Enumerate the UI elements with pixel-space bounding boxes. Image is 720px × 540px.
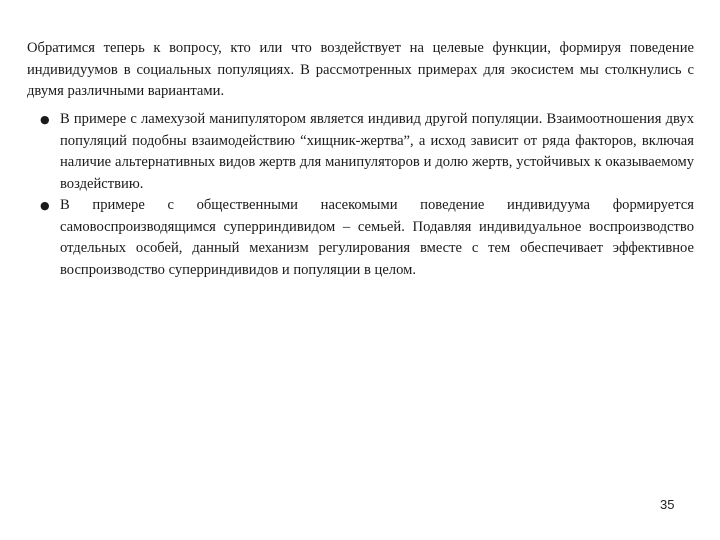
bullet-dot-icon: ● [40, 113, 50, 126]
bullet-list [40, 109, 694, 281]
bullet-dot-icon: ● [40, 199, 50, 212]
intro-paragraph: Обратимся теперь к вопросу, кто или что воздействует на целевые функции, формируя поведение индивидуумов в социальных популяциях. В рассмотренных примерах для экосистем мы столкнулись с двумя различными вариантами. [27, 40, 694, 99]
bullet-text: В примере с общественными насекомыми поведение индивидуума формируется самовоспроизводящимся суперриндивидом – семьей. Подавляя индивидуальное воспроизводство отдельных особей, данный механизм регулирования вместе с тем обеспечивает эффективное воспроизводство суперриндивидов и популяции в целом. [60, 197, 694, 278]
bullet-item-lamehuza [40, 109, 694, 195]
bullet-item-social-insects [40, 195, 694, 281]
bullet-text: В примере с ламехузой манипулятором является индивид другой популяции. Взаимоотношения двух популяций подобны взаимодействию “хищник-жертва”, а исход зависит от ряда факторов, включая наличие альтернативных видов жертв для манипуляторов и долю жертв, устойчивых к оказываемому воздействию. [60, 111, 694, 192]
page-number: 35 [660, 497, 675, 512]
